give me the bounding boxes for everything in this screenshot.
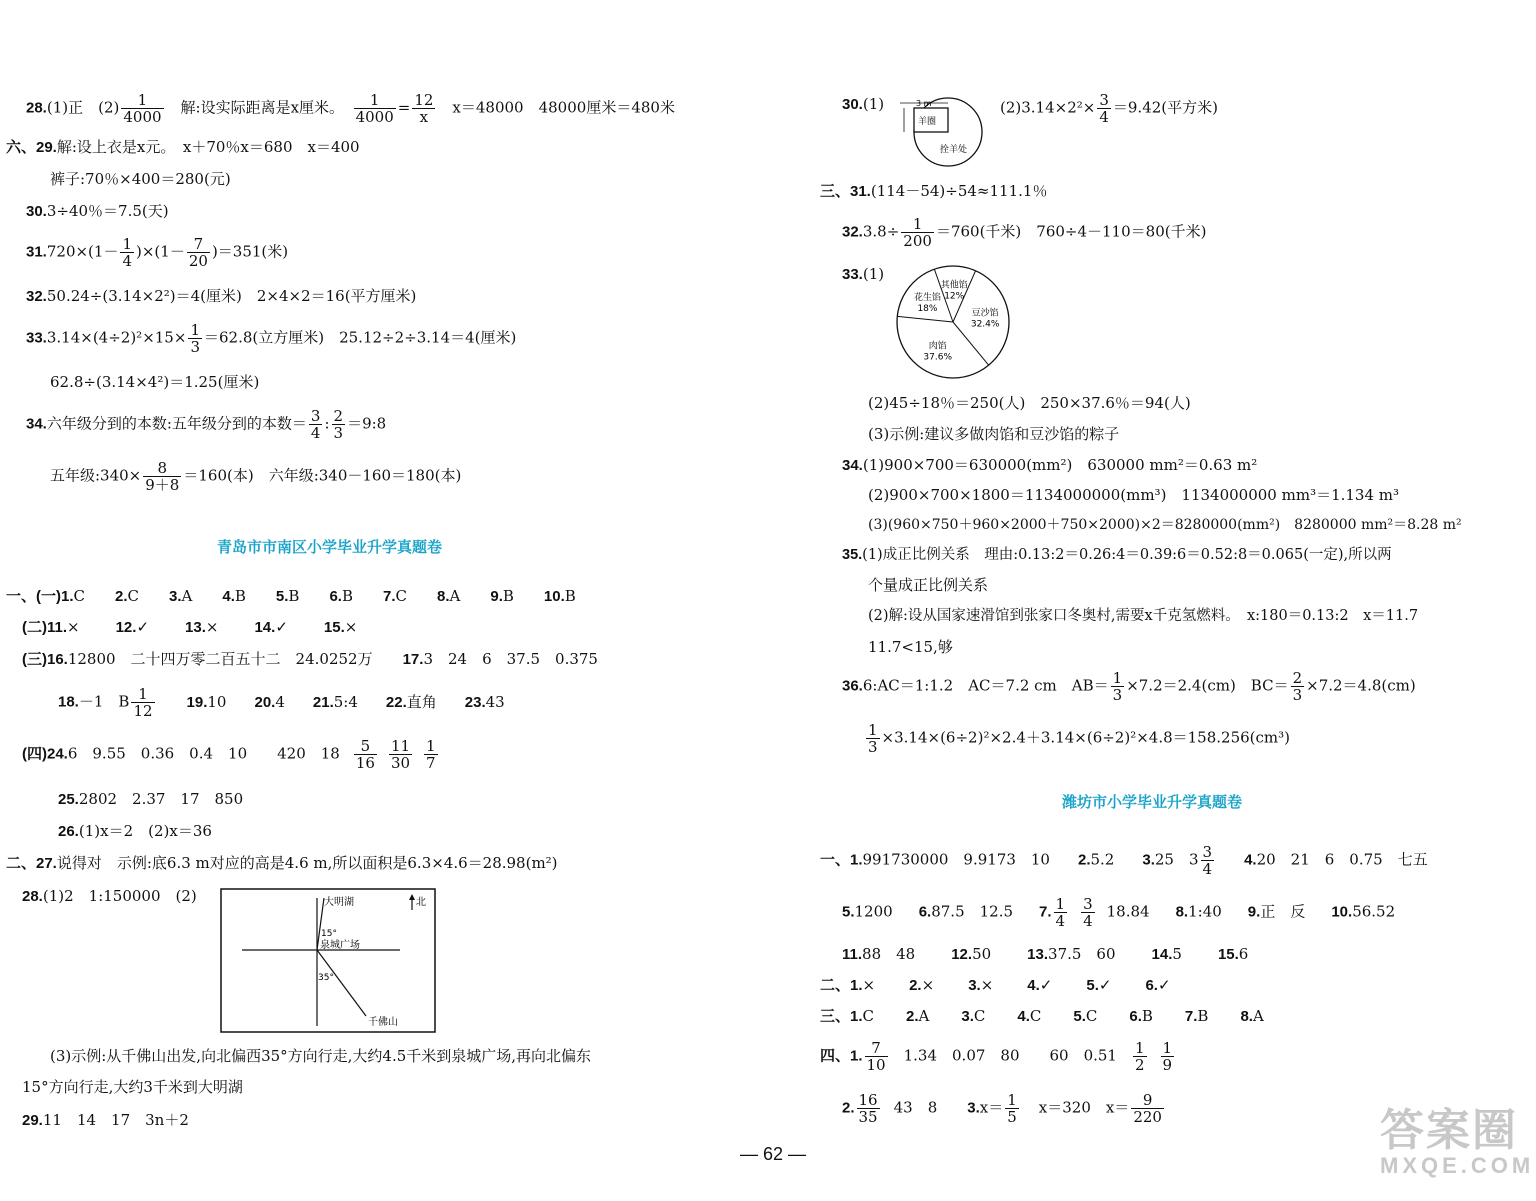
r-q34: 34.(1)900×700＝630000(mm²) 630000 mm²＝0.63 m² [842,456,1258,474]
l-q28: 28.(1)正 (2) $\frac{1}{4000}$ 解:设实际距离是x厘米。 $\frac{1}{4000}$ = $\frac{12}{x}$ x＝48000 48000厘米＝480米 [26,91,675,126]
l-q28b: 28.(1)2 1:150000 (2) [22,887,197,905]
answer-item: 12.50 [951,945,992,963]
answer-item: 14.5 [1151,945,1182,963]
r-q35d: 11.7<15,够 [868,638,953,656]
l-q29b: 裤子:70％×400＝280(元) [50,170,231,188]
l-q18: 18.－1 B $\frac{1}{12}$ 19.10 20.4 21.5:4 22.直角 23.43 [58,685,505,720]
direction-map [220,888,436,1033]
answer-item: 一、(一)1.C [6,587,85,605]
q-number: 28. [26,99,47,117]
angle-label: 35° [318,973,334,983]
answer-item: 5.B [275,587,300,605]
section-title: 青岛市市南区小学毕业升学真题卷 [217,539,443,556]
r-q30: 30.(1) [842,95,885,113]
page-number: — 62 — [740,1144,807,1164]
answer-item: 4.C [1017,1007,1042,1025]
l-q16: (三)16.12800 二十四万零二百五十二 24.0252万 17.3 24 6 37.5 0.375 [22,650,598,668]
r-q33c: (3)示例:建议多做肉馅和豆沙馅的粽子 [868,425,1120,443]
answer-item: 14.✓ [254,618,288,636]
answer-row [842,944,1284,965]
r-q34b: (2)900×700×1800＝1134000000(mm³) 1134000000 mm³＝1.134 m³ [868,486,1400,504]
pie-chart [893,262,1013,384]
l-q24: (四)24.6 9.55 0.36 0.4 10 420 18 $\frac{5}{16}$ $\frac{11}{30}$ $\frac{1}{7}$ [22,737,436,772]
answer-item: 20.4 [254,692,285,711]
r-q36d: $\frac{1}{3}$ ×3.14×(6÷2)²×2.4＋3.14×(6÷2)²×4.8＝158.256(cm³) [868,721,1291,756]
l-q26: 26.(1)x＝2 (2)x＝36 [58,822,212,840]
pie-slice-label: 花生馅 [913,292,941,303]
answer-item: 2.A [906,1007,930,1025]
answer-row [820,975,1205,996]
r-s2-row1: 一、1.991730000 9.9173 10 2.5.2 3.25 3 $\frac{3}{4}$ 4.20 21 6 0.75 七五 [820,843,1428,878]
answer-item: 11.88 48 [842,945,916,963]
answer-item: 6.B [1129,1007,1153,1025]
l-q29: 六、29.解:设上衣是x元。 x＋70％x＝680 x＝400 [6,138,360,156]
answer-item: 10.B [543,587,576,605]
answer-item: 4.B [222,587,246,605]
r-q33b: (2)45÷18％＝250(人) 250×37.6％＝94(人) [868,394,1191,412]
answer-item: (二)11.× [22,618,80,636]
fraction: $\frac{1}{4000}$ [355,91,394,126]
answer-item: 4.✓ [1027,976,1053,994]
l-q27: 二、27.说得对 示例:底6.3 m对应的高是4.6 m,所以面积是6.3×4.6＝28.98(m²) [6,854,558,872]
answer-item: 15.× [323,618,358,636]
answer-row [6,586,606,607]
l-q34d: 五年级:340× $\frac{8}{9+8}$ ＝160(本) 六年级:340－160＝180(本) [50,459,462,494]
l-q33c: 62.8÷(3.14×4²)＝1.25(厘米) [50,373,260,391]
l-q25: 25.2802 2.37 17 850 [58,790,244,808]
l-q32: 32.50.24÷(3.14×2²)＝4(厘米) 2×4×2＝16(平方厘米) [26,287,417,305]
answer-item: 8.A [1240,1007,1264,1025]
answer-item: 21.5:4 [312,692,358,711]
l-q34: 34.六年级分到的本数:五年级分到的本数＝ $\frac{3}{4}$ : $\frac{2}{3}$ ＝9:8 [26,407,387,442]
answer-item: 8.A [437,587,461,605]
pie-slice-value: 12% [944,291,965,302]
answer-item: 三、1.C [820,1007,874,1025]
pie-slice-value: 37.6% [923,352,953,363]
watermark-logo: 答案圈 MXQE.COM [1380,1106,1535,1178]
answer-item: 5.C [1073,1007,1098,1025]
pie-slice-value: 18% [917,303,938,314]
answer-item: 12.✓ [115,618,150,636]
map-label: 千佛山 [368,1017,398,1028]
r-q30-2: (2)3.14×2²× $\frac{3}{4}$ ＝9.42(平方米) [1000,91,1218,126]
answer-item: 2.C [115,587,139,605]
l-q28-3b: 15°方向行走,大约3千米到大明湖 [22,1078,243,1096]
svg-text:3 m: 3 m [916,99,932,108]
answer-item: 6.✓ [1145,976,1171,994]
pie-slice-label: 肉馅 [928,341,947,352]
sheep-diagram [896,96,990,168]
pie-slice-value: 32.4% [970,319,1000,330]
answer-item: 9.B [490,587,514,605]
r-q32: 32.3.8÷ $\frac{1}{200}$ ＝760(千米) 760÷4－110＝80(千米) [842,215,1207,250]
diagram-label: 拴羊处 [940,145,968,155]
pie-slice-label: 其他馅 [940,280,968,291]
diagram-label: 羊圈 [918,117,937,127]
r-q34c: (3)(960×750＋960×2000＋750×2000)×2＝8280000(mm²) 8280000 mm²＝8.28 m² [868,517,1462,533]
map-label: 泉城广场 [320,940,360,951]
answer-item: 23.43 [464,692,505,711]
l-q28-3: (3)示例:从千佛山出发,向北偏西35°方向行走,大约4.5千米到泉城广场,再向北偏东 [50,1047,592,1065]
l-q29b-row: 29.11 14 17 3n＋2 [22,1111,189,1129]
answer-item: 7.C [383,587,407,605]
r-q35: 35.(1)成正比例关系 理由:0.13:2＝0.26:4＝0.39:6＝0.52:8＝0.065(一定),所以两 [842,547,1392,563]
answer-item: 3.A [169,587,193,605]
pie-slice-label: 豆沙馅 [971,308,999,319]
fraction: $\frac{12}{x}$ [414,91,434,126]
r-q35b: 个量成正比例关系 [868,576,989,594]
l-q33: 33.3.14×(4÷2)²×15× $\frac{1}{3}$ ＝62.8(立方厘米) 25.12÷2÷3.14＝4(厘米) [26,321,517,356]
l-q31: 31.720×(1－ $\frac{1}{4}$ )×(1－ $\frac{7}{20}$ )＝351(米) [26,235,289,270]
answer-row [820,1006,1296,1027]
pie-slice-boundary [897,316,953,322]
answer-item: 2.× [909,976,935,994]
fraction: $\frac{1}{4000}$ [123,91,162,126]
r-s2-row2: 5.1200 6.87.5 12.5 7. $\frac{1}{4}$ $\frac{3}{4}$ 18.84 8.1:40 9.正 反 10.56.52 [842,895,1396,930]
answer-item: 19.10 [186,692,227,711]
answer-item: 3.× [968,976,994,994]
answer-item: 二、1.× [820,976,876,994]
r-q35c: (2)解:设从国家速滑馆到张家口冬奥村,需要x千克氢燃料。 x:180＝0.13:2 x＝11.7 [868,608,1419,624]
route-line [317,950,366,1016]
r-q31: 三、31.(114－54)÷54≈111.1％ [820,182,1048,200]
r-q36: 36.6:AC＝1:1.2 AC＝7.2 cm AB＝ $\frac{1}{3}$ ×7.2＝2.4(cm) BC＝ $\frac{2}{3}$ ×7.2＝4.8(cm) [842,669,1416,704]
answer-item: 3.C [961,1007,986,1025]
angle-label: 15° [321,929,337,939]
answer-item: 6.B [329,587,353,605]
answer-item: 13.× [185,618,219,636]
r-q33: 33.(1) [842,265,885,283]
answer-item: 13.37.5 60 [1027,945,1116,963]
answer-row [22,617,393,638]
map-label: 大明湖 [324,897,354,908]
answer-item: 15.6 [1217,945,1249,963]
l-q30: 30.3÷40％＝7.5(天) [26,202,169,220]
r-s2-row7: 2. $\frac{16}{35}$ 43 8 3.x＝ $\frac{1}{5}$ x＝320 x＝ $\frac{9}{220}$ [842,1091,1162,1126]
answer-item: 7.B [1184,1007,1209,1025]
r-s2-row6: 四、1. $\frac{7}{10}$ 1.34 0.07 80 60 0.51 $\frac{1}{2}$ $\frac{1}{9}$ [820,1039,1173,1074]
map-label: 北 [416,897,426,908]
answer-item: 5.✓ [1086,976,1112,994]
section-title: 潍坊市小学毕业升学真题卷 [1062,794,1243,811]
answer-item: 22.直角 [385,692,437,711]
